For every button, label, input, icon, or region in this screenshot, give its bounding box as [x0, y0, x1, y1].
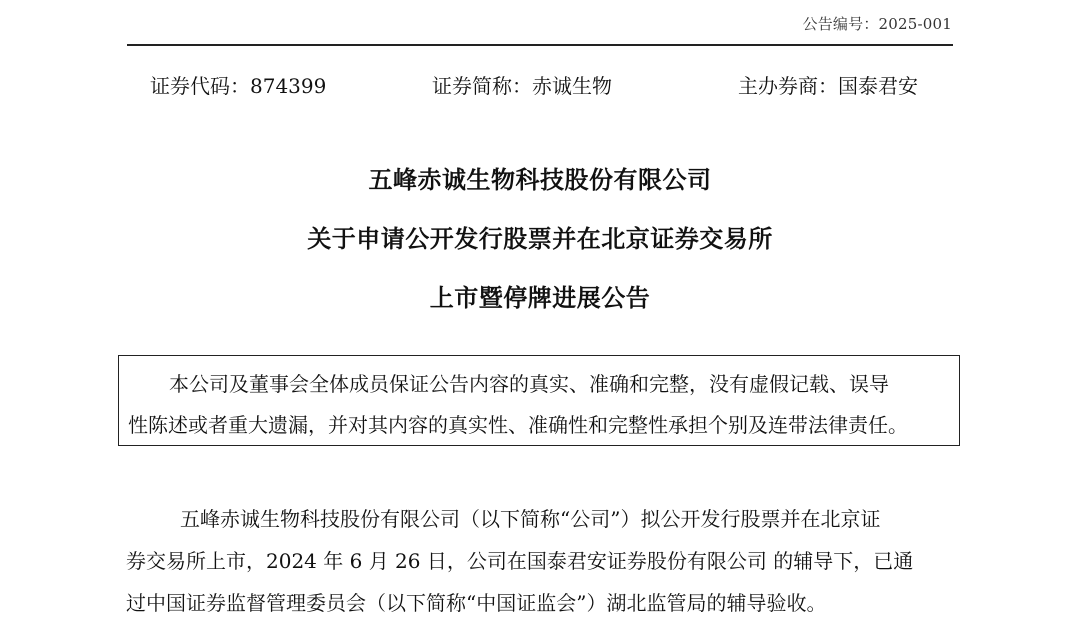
sponsor-broker: 主办券商：国泰君安 [738, 74, 918, 98]
document-title-line-1: 五峰赤诚生物科技股份有限公司 [368, 165, 712, 194]
notice-number: 公告编号：2025-001 [802, 15, 952, 33]
body-paragraph-line-3: 过中国证券监督管理委员会（以下简称“中国证监会”）湖北监管局的辅导验收。 [126, 591, 827, 615]
board-statement-box [118, 355, 960, 446]
body-paragraph-line-2: 券交易所上市，2024 年 6 月 26 日，公司在国泰君安证券股份有限公司 的辅导下，已通 [126, 549, 914, 573]
header-divider [127, 44, 953, 46]
document-title-line-3: 上市暨停牌进展公告 [429, 283, 651, 312]
stock-abbreviation: 证券简称：赤诚生物 [432, 74, 612, 98]
document-title-line-2: 关于申请公开发行股票并在北京证券交易所 [307, 224, 773, 253]
statement-line-2: 性陈述或者重大遗漏，并对其内容的真实性、准确性和完整性承担个别及连带法律责任。 [128, 413, 908, 437]
statement-line-1: 本公司及董事会全体成员保证公告内容的真实、准确和完整，没有虚假记载、误导 [169, 372, 889, 396]
body-paragraph-line-1: 五峰赤诚生物科技股份有限公司（以下简称“公司”）拟公开发行股票并在北京证 [180, 507, 881, 531]
stock-code: 证券代码：874399 [150, 74, 327, 98]
securities-info-row [0, 70, 1080, 100]
